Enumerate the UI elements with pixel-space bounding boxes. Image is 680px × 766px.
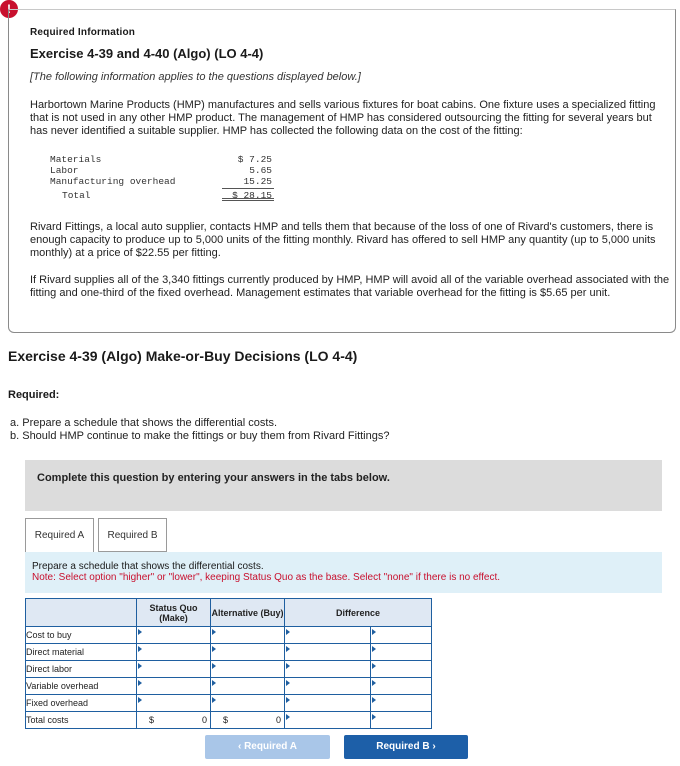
required-b-text: b. Should HMP continue to make the fittings or buy them from Rivard Fittings?	[10, 430, 390, 442]
cost-label: Labor	[50, 165, 79, 176]
prev-button-label: Required A	[244, 741, 298, 752]
status-quo-input[interactable]	[137, 661, 210, 677]
cost-row	[50, 176, 272, 187]
row-label: Fixed overhead	[26, 695, 137, 712]
total-make-cell	[137, 712, 210, 728]
cost-total-label: Total	[62, 190, 91, 201]
cost-total-value: $ 28.15	[232, 190, 272, 201]
difference-input[interactable]	[285, 644, 370, 660]
difference-input[interactable]	[285, 695, 370, 711]
status-quo-input[interactable]	[137, 627, 210, 643]
instruction-text: Prepare a schedule that shows the differential costs.	[32, 561, 264, 572]
instruction-box	[25, 552, 662, 593]
cost-value: $ 7.25	[237, 154, 272, 165]
higher-lower-select[interactable]	[371, 695, 431, 711]
header-status-quo: Status Quo (Make)	[137, 599, 211, 627]
row-label: Cost to buy	[26, 627, 137, 644]
required-a-text: a. Prepare a schedule that shows the differential costs.	[10, 417, 278, 429]
status-quo-input[interactable]	[137, 678, 210, 694]
higher-lower-select[interactable]	[371, 678, 431, 694]
header-difference: Difference	[285, 599, 432, 627]
exercise-title: Exercise 4-39 and 4-40 (Algo) (LO 4-4)	[30, 46, 264, 61]
total-row-label: Total costs	[26, 712, 137, 729]
cost-label: Manufacturing overhead	[50, 176, 176, 187]
cost-row	[50, 154, 272, 165]
currency-sign: $	[149, 715, 155, 725]
status-quo-input[interactable]	[137, 695, 210, 711]
difference-input[interactable]	[285, 678, 370, 694]
difference-input[interactable]	[285, 661, 370, 677]
tab-required-b[interactable]: Required B	[98, 518, 167, 552]
total-buy-cell	[211, 712, 284, 728]
next-required-b-button[interactable]: Required B ›	[344, 735, 468, 759]
header-alternative: Alternative (Buy)	[211, 599, 285, 627]
higher-lower-select[interactable]	[371, 644, 431, 660]
header-blank	[26, 599, 137, 627]
section-title: Exercise 4-39 (Algo) Make-or-Buy Decisions (LO 4-4)	[8, 348, 358, 364]
total-make-value: 0	[201, 715, 207, 725]
intro-paragraph: Harbortown Marine Products (HMP) manufactures and sells various fixtures for boat cabins. One fixture uses a specialized fitting that is not used in any other HMP product. The management of HMP has considered outsourcing the fitting for several years but has never identified a suitable supplier. HMP has collected the following data on the cost of the fitting:	[30, 99, 656, 137]
total-difference-input[interactable]	[285, 712, 370, 728]
alternative-input[interactable]	[211, 644, 284, 660]
row-label: Variable overhead	[26, 678, 137, 695]
alternative-input[interactable]	[211, 627, 284, 643]
row-label: Direct labor	[26, 661, 137, 678]
next-button-label: Required B	[376, 741, 430, 752]
instruction-note: Note: Select option "higher" or "lower", keeping Status Quo as the base. Select "none" if there is no effect.	[32, 572, 501, 583]
higher-lower-select[interactable]	[371, 627, 431, 643]
rivard-paragraph: Rivard Fittings, a local auto supplier, contacts HMP and tells them that because of the loss of one of Rivard's customers, there is enough capacity to produce up to 5,000 units of the fitting monthly. Rivard has offered to sell HMP any quantity (up to 5,000 units monthly) at a price of $22.55 per fitting.	[30, 221, 656, 259]
cost-value: 15.25	[243, 176, 272, 187]
required-label: Required:	[8, 389, 60, 401]
cost-total-row	[62, 190, 272, 201]
alert-icon: !	[0, 0, 18, 18]
status-quo-input[interactable]	[137, 644, 210, 660]
alternative-input[interactable]	[211, 661, 284, 677]
cost-value: 5.65	[249, 165, 272, 176]
total-higher-lower-select[interactable]	[371, 712, 431, 728]
tab-required-a[interactable]: Required A	[25, 518, 94, 552]
higher-lower-select[interactable]	[371, 661, 431, 677]
row-label: Direct material	[26, 644, 137, 661]
info-note: [The following information applies to the questions displayed below.]	[30, 71, 361, 83]
alternative-input[interactable]	[211, 695, 284, 711]
total-buy-value: 0	[275, 715, 281, 725]
complete-question-bar: Complete this question by entering your answers in the tabs below.	[25, 460, 662, 511]
cost-label: Materials	[50, 154, 102, 165]
supply-paragraph: If Rivard supplies all of the 3,340 fittings currently produced by HMP, HMP will avoid all of the variable overhead associated with the fitting and one-third of the fixed overhead. Management estimates that variable overhead for the fitting is $5.65 per unit.	[30, 274, 670, 299]
currency-sign: $	[223, 715, 229, 725]
info-heading: Required Information	[30, 27, 136, 38]
difference-input[interactable]	[285, 627, 370, 643]
prev-required-a-button[interactable]: ‹ Required A	[205, 735, 330, 759]
alternative-input[interactable]	[211, 678, 284, 694]
differential-cost-table	[25, 598, 432, 729]
cost-row	[50, 165, 272, 176]
